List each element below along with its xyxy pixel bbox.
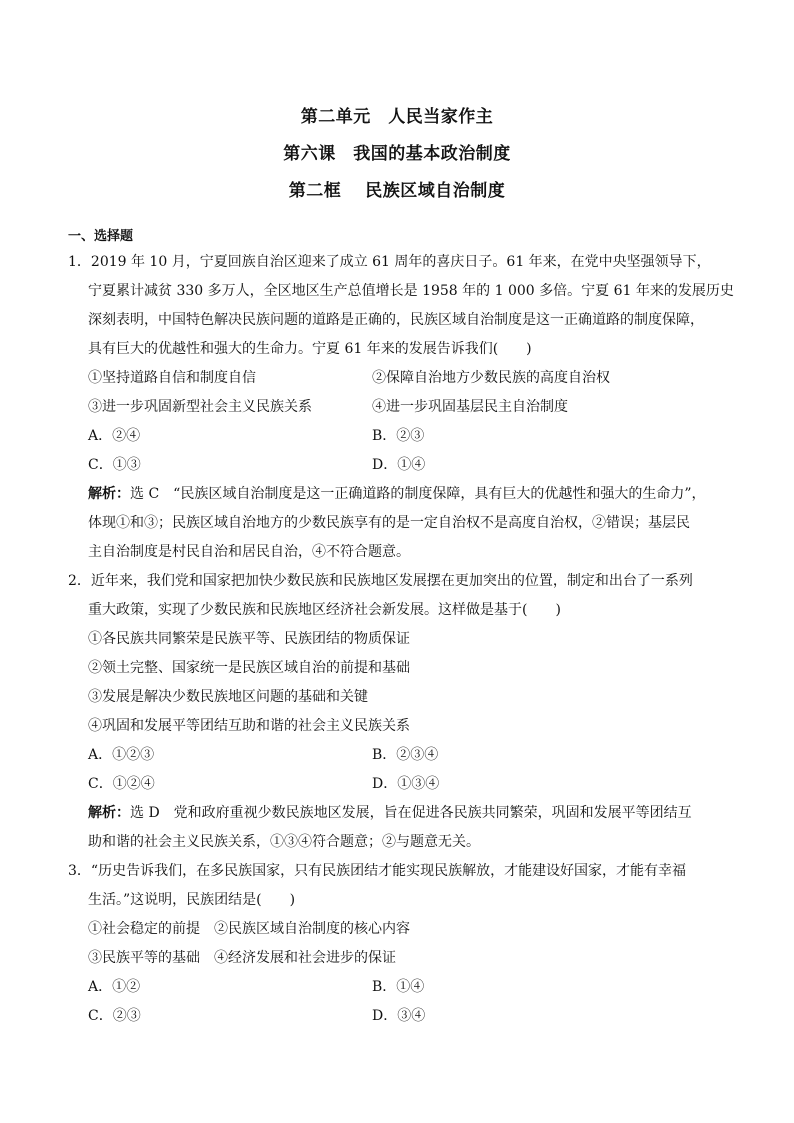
choice-c[interactable]: C．①②④ — [88, 776, 155, 792]
analysis-line — [68, 480, 736, 509]
statement-line: ③民族平等的基础 ④经济发展和社会进步的保证 — [88, 950, 396, 966]
statement-row — [68, 393, 736, 422]
statement-line: ③发展是解决少数民族地区问题的基础和关键 — [88, 689, 368, 705]
question-stem-line: 2．近年来，我们党和国家把加快少数民族和民族地区发展摆在更加突出的位置，制定和出台了一系列 — [68, 573, 693, 589]
question-3 — [68, 857, 736, 1031]
statement-line: ②领土完整、国家统一是民族区域自治的前提和基础 — [88, 660, 410, 676]
analysis-text: 选 D 党和政府重视少数民族地区发展，旨在促进各民族共同繁荣，巩固和发展平等团结互 — [130, 805, 692, 821]
question-list — [68, 226, 736, 1031]
question-stem-line: 生活。”这说明，民族团结是( ) — [88, 892, 296, 908]
choice-row — [68, 973, 736, 1002]
question-stem-line: 深刻表明，中国特色解决民族问题的道路是正确的，民族区域自治制度是这一正确道路的制度保障， — [88, 312, 704, 328]
question-stem-line: 1．2019 年 10 月，宁夏回族自治区迎来了成立 61 周年的喜庆日子。61 年来，在党中央坚强领导下， — [68, 254, 711, 270]
question-stem-line: 3．“历史告诉我们，在多民族国家，只有民族团结才能实现民族解放，才能建设好国家，才能有幸福 — [68, 863, 687, 879]
question-stem-line: 宁夏累计减贫 330 多万人，全区地区生产总值增长是 1958 年的 1 000 多倍。宁夏 61 年来的发展历史 — [88, 283, 734, 299]
statement-line: ①社会稳定的前提 ②民族区域自治制度的核心内容 — [88, 921, 410, 937]
statement-4: ④进一步巩固基层民主自治制度 — [372, 399, 568, 415]
choice-b[interactable]: B．②③ — [372, 428, 425, 444]
choice-a[interactable]: A．②④ — [88, 428, 141, 444]
statement-3: ③进一步巩固新型社会主义民族关系 — [88, 399, 312, 415]
analysis-label: 解析： — [88, 486, 130, 502]
choice-row — [68, 1002, 736, 1031]
statement-line: ④巩固和发展平等团结互助和谐的社会主义民族关系 — [88, 718, 410, 734]
lesson-title: 第六课 我国的基本政治制度 — [283, 144, 511, 164]
analysis-line: 主自治制度是村民自治和居民自治，④不符合题意。 — [88, 544, 410, 560]
analysis-line — [68, 799, 736, 828]
choice-b[interactable]: B．②③④ — [372, 747, 439, 763]
question-stem-line: 重大政策，实现了少数民族和民族地区经济社会新发展。这样做是基于( ) — [88, 602, 561, 618]
statement-line: ①各民族共同繁荣是民族平等、民族团结的物质保证 — [88, 631, 410, 647]
statement-1: ①坚持道路自信和制度自信 — [88, 370, 256, 386]
choice-c[interactable]: C．②③ — [88, 1008, 141, 1024]
choice-d[interactable]: D．③④ — [372, 1008, 426, 1024]
analysis-text: 选 C “民族区域自治制度是这一正确道路的制度保障，具有巨大的优越性和强大的生命力”， — [130, 486, 706, 502]
title-block — [0, 103, 794, 214]
analysis-label: 解析： — [88, 805, 130, 821]
section-title: 第二框 民族区域自治制度 — [288, 181, 506, 201]
statement-2: ②保障自治地方少数民族的高度自治权 — [372, 370, 610, 386]
choice-b[interactable]: B．①④ — [372, 979, 425, 995]
choice-a[interactable]: A．①② — [88, 979, 141, 995]
choice-row — [68, 422, 736, 451]
statement-row — [68, 364, 736, 393]
choice-row — [68, 770, 736, 799]
choice-row — [68, 741, 736, 770]
choice-row — [68, 451, 736, 480]
analysis-line: 助和谐的社会主义民族关系，①③④符合题意；②与题意无关。 — [88, 834, 480, 850]
choice-d[interactable]: D．①④ — [372, 457, 426, 473]
choice-a[interactable]: A．①②③ — [88, 747, 155, 763]
choice-d[interactable]: D．①③④ — [372, 776, 440, 792]
question-1 — [68, 248, 736, 567]
question-stem-line: 具有巨大的优越性和强大的生命力。宁夏 61 年来的发展告诉我们( ) — [88, 341, 532, 357]
question-2 — [68, 567, 736, 857]
choice-c[interactable]: C．①③ — [88, 457, 141, 473]
analysis-line: 体现①和③；民族区域自治地方的少数民族享有的是一定自治权不是高度自治权，②错误；基层民 — [88, 515, 690, 531]
section-heading: 一、选择题 — [68, 229, 134, 244]
unit-title: 第二单元 人民当家作主 — [300, 107, 494, 127]
